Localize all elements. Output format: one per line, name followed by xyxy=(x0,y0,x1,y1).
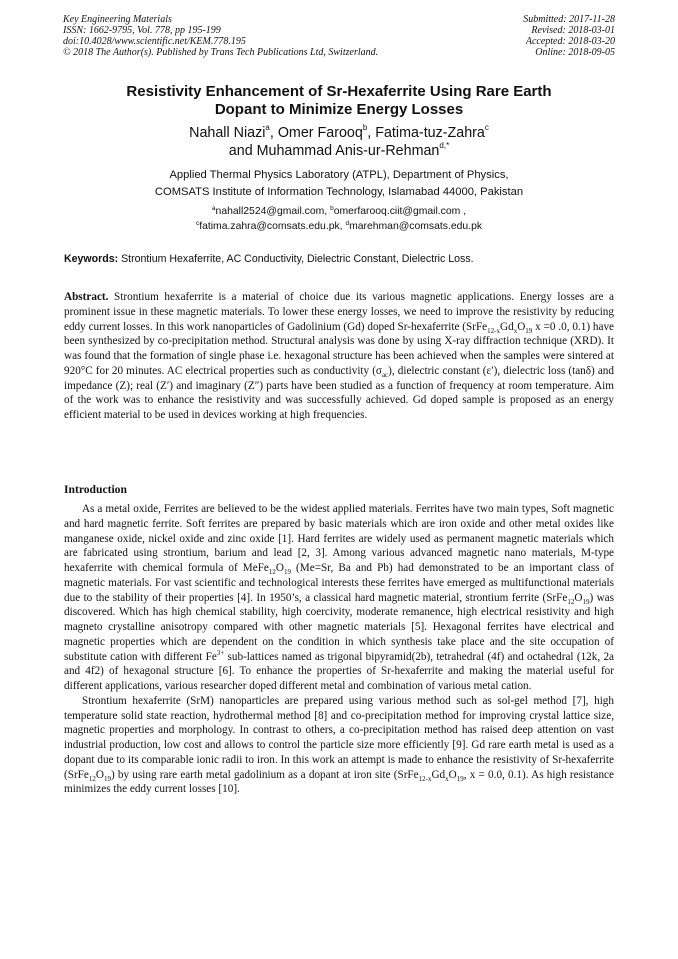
author-list xyxy=(60,124,618,160)
affiliation-line-1: Applied Thermal Physics Laboratory (ATPL), Department of Physics, xyxy=(169,169,509,181)
header-left xyxy=(63,14,378,58)
abstract-text: x =0 .0, 0.1) have been synthesized by co-precipitation method. Structural analysis was done by using X-ray diffraction technique (XRD). It was found that the formation of single phase i.e. hexagonal structure has been achieved when the samples were sintered at 920°C for 20 minutes. AC electrical properties such as conductivity (σ xyxy=(64,320,614,377)
body-text: As a metal oxide, Ferrites are believed to be the widest applied materials. Ferrites have two main types, Soft magnetic and hard magnetic ferrite. Soft ferrites are prepared by basic materials which are iron oxide and other metal oxides like manganese oxide, nickel oxide and zinc oxide [1]. Hard ferrites are widely used as permanent magnetic materials which are fabricated using strontium, barium and lead [2, 3]. Among various advanced magnetic nano materials, M-type hexaferrite with chemical formula of MeFe xyxy=(64,503,614,574)
affiliation xyxy=(60,167,618,201)
subscript: 19 xyxy=(103,774,111,783)
submitted-date: Submitted: 2017-11-28 xyxy=(523,14,615,25)
body-text: ) by using rare earth metal gadolinium as a dopant at iron site (SrFe xyxy=(110,768,419,781)
email-marker: a xyxy=(211,205,216,212)
author-marker: b xyxy=(362,123,368,132)
subscript: 12 xyxy=(268,568,276,576)
author-name: Nahall Niazi xyxy=(189,125,266,141)
email-link[interactable]: nahall2524@gmail.com, xyxy=(215,206,331,217)
email-link[interactable]: fatima.zahra@comsats.edu.pk, xyxy=(199,221,346,232)
subscript: 12-x xyxy=(487,326,500,335)
subscript: x xyxy=(445,774,449,783)
body-text: Strontium hexaferrite (SrM) nanoparticles are prepared using various method such as sol-gel method [7], high temperature solid state reaction, hydrothermal method [8] and co-precipitation method for improving crystal lattice size, magnetic properties and morphology. In contrast to others, a co-precipitation method has raised deep attention on vast industrial production, low cost and allows to control the particle size more efficiently [9]. Gd rare earth metal is used as a dopant due to its comparable ionic radii to iron. In this work an attempt is made to enhance the resistivity of Sr-hexaferrite (SrFe xyxy=(64,694,614,781)
intro-paragraph-1 xyxy=(64,502,614,694)
body-text: O xyxy=(95,768,104,781)
accepted-date: Accepted: 2018-03-20 xyxy=(525,36,615,47)
author-name: Fatima-tuz-Zahra xyxy=(375,125,485,141)
subscript: 12 xyxy=(88,774,96,783)
body-text: Gd xyxy=(431,768,446,781)
paper-title xyxy=(80,83,598,119)
body-text: sub-lattices named as trigonal bipyramid(2b), tetrahedral (4f) and octahedral (12k, 2a and 4f2) of hexagonal structure [6]. To enhance the properties of Sr-hexaferrite and making the material useful for different applications, various researcher doped different metal and combination of various metal cation. xyxy=(64,650,614,692)
abstract-paragraph xyxy=(64,290,614,423)
issn-line: ISSN: 1662-9795, Vol. 778, pp 195-199 xyxy=(63,25,221,36)
copyright-line: © 2018 The Author(s). Published by Trans Tech Publications Ltd, Switzerland. xyxy=(63,47,379,58)
email-marker: c xyxy=(195,220,200,227)
author-name: Omer Farooq xyxy=(277,125,363,141)
subscript: x xyxy=(513,326,518,335)
authors-line-2 xyxy=(60,142,618,160)
email-marker: b xyxy=(330,205,334,212)
affiliation-line-2: COMSATS Institute of Information Technology, Islamabad 44000, Pakistan xyxy=(154,186,524,198)
email-link[interactable]: marehman@comsats.edu.pk xyxy=(349,221,483,232)
abstract-label: Abstract. xyxy=(64,291,109,303)
abstract-text: O xyxy=(517,320,526,333)
emails-line-2 xyxy=(60,219,618,234)
author-marker: a xyxy=(265,123,270,132)
subscript: 12 xyxy=(567,597,575,606)
body-text: , x = 0.0, 0.1). As high resistance minimizes the eddy current losses [10]. xyxy=(64,768,614,796)
email-link[interactable]: omerfarooq.ciit@gmail.com , xyxy=(333,206,467,217)
revised-date: Revised: 2018-03-01 xyxy=(531,25,615,36)
subscript: 19 xyxy=(456,774,464,783)
author-marker: c xyxy=(484,123,489,132)
keywords-text: Strontium Hexaferrite, AC Conductivity, Dielectric Constant, Dielectric Loss. xyxy=(118,253,474,265)
body-text: ) was discovered. Which has high chemical stability, high coercivity, moderate remanence, high electrical resistivity and high magneto crystalline anisotropy compared with other magnetic materials [5]. Hexagonal ferrites have electrical and magnetic properties which are dependent on the condition in which synthesis take place and the site occupation of substitute cation with different Fe xyxy=(64,591,614,663)
superscript: 3+ xyxy=(216,648,225,657)
introduction-body xyxy=(64,502,614,797)
abstract-text: ), dielectric constant (ε′), dielectric loss (tanδ) and impedance (Z); real (Z′) and imaginary (Z″) parts have been studied as a function of frequency at room temperature. Aim of the work was to enhance the resistivity and was successfully achieved. Gd doped sample is proposed as an energy efficient material to be used in devices working at high frequencies. xyxy=(64,364,614,421)
subscript: ac xyxy=(381,370,389,379)
author-emails xyxy=(60,204,618,234)
subscript: 19 xyxy=(525,326,533,335)
title-line-2: Dopant to Minimize Energy Losses xyxy=(214,101,464,118)
abstract-text: Gd xyxy=(500,320,514,333)
author-marker: d,* xyxy=(439,141,450,150)
body-text: O xyxy=(574,591,583,604)
title-line-1: Resistivity Enhancement of Sr-Hexaferrite Using Rare Earth xyxy=(126,83,552,100)
subscript: 19 xyxy=(283,568,291,576)
subscript: 19 xyxy=(582,597,590,606)
header-right xyxy=(523,14,615,58)
keywords-label: Keywords: xyxy=(64,253,119,265)
online-date: Online: 2018-09-05 xyxy=(535,47,615,58)
body-text: (Me=Sr, Ba and Pb) had demonstrated to be an important class of magnetic materials. For vast scientific and technological interests these ferrites have emerged as multifunctional materials due to the stability of their properties [4]. In 1950’s, a classical hard magnetic material, strontium ferrite (SrFe xyxy=(64,562,614,604)
subscript: 12-x xyxy=(418,774,432,783)
emails-line-1 xyxy=(60,204,618,219)
author-separator: , xyxy=(269,125,278,141)
authors-line-1 xyxy=(60,124,618,142)
keywords xyxy=(64,253,614,266)
journal-name: Key Engineering Materials xyxy=(63,14,172,25)
body-text: O xyxy=(448,768,457,781)
intro-paragraph-2 xyxy=(64,694,614,797)
abstract-text: Strontium hexaferrite is a material of choice due its various magnetic applications. Energy losses are a prominent issue in these magnetic materials. To lower these energy losses, we need to improve the resistivity by reducing eddy current losses. In this work nanoparticles of Gadolinium (Gd) doped Sr-hexaferrite (SrFe xyxy=(64,291,614,333)
email-marker: d xyxy=(345,220,350,227)
author-name: Muhammad Anis-ur-Rehman xyxy=(256,143,440,159)
body-text: O xyxy=(275,562,284,574)
section-heading: Introduction xyxy=(64,483,127,496)
author-conjunction: and xyxy=(228,143,257,159)
author-separator: , xyxy=(367,125,376,141)
doi-line: doi:10.4028/www.scientific.net/KEM.778.195 xyxy=(63,36,246,47)
